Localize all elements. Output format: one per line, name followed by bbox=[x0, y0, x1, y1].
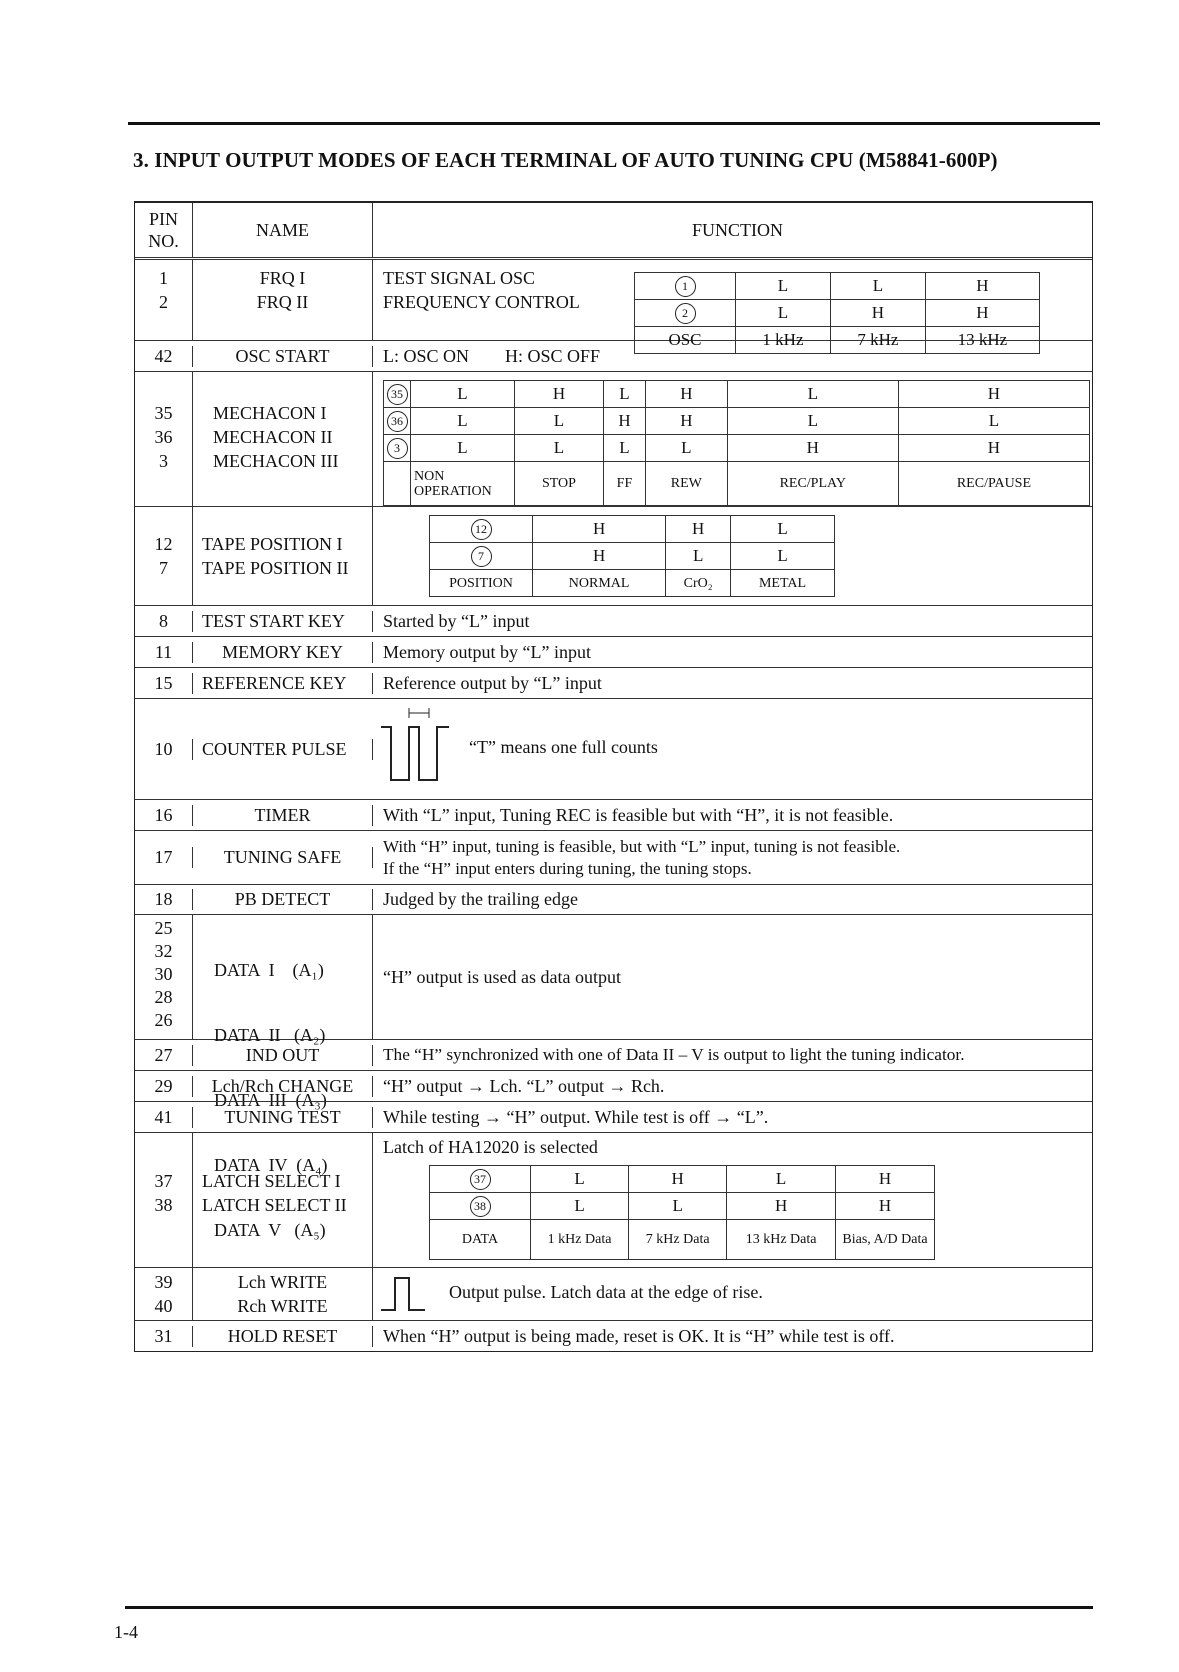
pin-cell bbox=[135, 1268, 193, 1320]
cell: L bbox=[736, 300, 831, 327]
desc-line: Latch of HA12020 is selected bbox=[383, 1137, 598, 1157]
function-cell bbox=[373, 372, 1092, 506]
desc-line: TEST SIGNAL OSC bbox=[383, 268, 536, 288]
fn-text: When “H” output is being made, reset is OK. It is “H” while test is off. bbox=[383, 1325, 895, 1346]
pin-cell bbox=[135, 260, 193, 340]
name-cell bbox=[193, 1133, 373, 1267]
fn-text: “T” means one full counts bbox=[469, 737, 658, 757]
cell: L bbox=[727, 1166, 836, 1193]
cell: NON OPERATION bbox=[411, 462, 515, 506]
cell: L bbox=[531, 1166, 629, 1193]
name: Lch/Rch CHANGE bbox=[193, 1076, 373, 1097]
cell: 7 kHz bbox=[830, 327, 925, 354]
pin: 11 bbox=[135, 642, 193, 663]
pin: 41 bbox=[135, 1107, 193, 1128]
function-cell bbox=[373, 836, 1092, 880]
cell: L bbox=[531, 1193, 629, 1220]
pin: 35 bbox=[154, 403, 173, 423]
cell: NORMAL bbox=[533, 570, 666, 597]
pin: 40 bbox=[154, 1296, 173, 1316]
pin: 42 bbox=[135, 346, 193, 367]
pin-cell bbox=[135, 1133, 193, 1267]
name: MECHACON II bbox=[213, 427, 333, 447]
desc-line: FREQUENCY CONTROL bbox=[383, 292, 580, 312]
pin: 31 bbox=[135, 1326, 193, 1347]
header-pin-line1: PIN bbox=[148, 209, 178, 229]
table-row-tuning-test bbox=[135, 1102, 1092, 1133]
pin-circle: 7 bbox=[471, 546, 492, 567]
name: HOLD RESET bbox=[193, 1326, 373, 1347]
cell: L bbox=[727, 408, 898, 435]
header-pin-line2: NO. bbox=[148, 231, 179, 251]
cell: METAL bbox=[731, 570, 835, 597]
fn-text: H: OSC OFF bbox=[505, 345, 601, 366]
cell: L bbox=[898, 408, 1089, 435]
cell: H bbox=[898, 381, 1089, 408]
name: DATA V (A₅) bbox=[214, 1220, 326, 1240]
pin: 1 bbox=[159, 268, 168, 288]
pin: 16 bbox=[135, 805, 193, 826]
pin-circle: 2 bbox=[675, 303, 696, 324]
cell: H bbox=[646, 408, 728, 435]
table-row-test-start bbox=[135, 606, 1092, 637]
name: TIMER bbox=[193, 805, 373, 826]
pin-circle: 38 bbox=[470, 1196, 491, 1217]
pin-cell bbox=[135, 507, 193, 605]
cell: L bbox=[603, 381, 645, 408]
pin: 36 bbox=[154, 427, 173, 447]
name: REFERENCE KEY bbox=[193, 673, 373, 694]
function-cell bbox=[373, 260, 1092, 349]
cell: REC/PLAY bbox=[727, 462, 898, 506]
name: MECHACON III bbox=[213, 451, 339, 471]
table-row-frq bbox=[135, 260, 1092, 349]
pin: 25 bbox=[154, 918, 173, 938]
function-cell bbox=[373, 1133, 1092, 1267]
name: IND OUT bbox=[193, 1045, 373, 1066]
cell: H bbox=[836, 1166, 935, 1193]
function-cell bbox=[373, 507, 1092, 605]
pin-circle: 35 bbox=[387, 384, 408, 405]
cell: L bbox=[731, 543, 835, 570]
cell: H bbox=[515, 381, 604, 408]
fn-text: Memory output by “L” input bbox=[383, 641, 591, 662]
name: TUNING TEST bbox=[193, 1107, 373, 1128]
page-number: 1-4 bbox=[114, 1622, 138, 1642]
function-cell bbox=[373, 699, 1092, 799]
cell: L bbox=[515, 408, 604, 435]
pin: 27 bbox=[135, 1045, 193, 1066]
cell: L bbox=[731, 516, 835, 543]
cell: L bbox=[666, 543, 731, 570]
name: FRQ II bbox=[256, 292, 309, 312]
mechacon-truth-table bbox=[383, 380, 1090, 506]
pin: 7 bbox=[159, 558, 168, 578]
cell: L bbox=[727, 381, 898, 408]
counter-pulse-waveform-icon bbox=[381, 705, 451, 795]
cell: L bbox=[736, 273, 831, 300]
table-row-reference bbox=[135, 668, 1092, 699]
name: TAPE POSITION II bbox=[202, 558, 349, 578]
name: LATCH SELECT II bbox=[202, 1195, 347, 1215]
fn-text: “H” output → Lch. “L” output → Rch. bbox=[383, 1075, 665, 1096]
table-row-write bbox=[135, 1268, 1092, 1321]
cell: 13 kHz bbox=[925, 327, 1039, 354]
fn-text: While testing → “H” output. While test is off → “L”. bbox=[383, 1106, 769, 1127]
cell: 1 kHz bbox=[736, 327, 831, 354]
pin-circle: 3 bbox=[387, 438, 408, 459]
cell: L bbox=[515, 435, 604, 462]
table-row-tuning-safe bbox=[135, 831, 1092, 885]
name: DATA I (A₁) bbox=[214, 960, 324, 980]
cell: L bbox=[603, 435, 645, 462]
function-cell bbox=[373, 346, 1092, 367]
cell: H bbox=[533, 516, 666, 543]
cell: H bbox=[830, 300, 925, 327]
terminal-table bbox=[134, 201, 1093, 1352]
name: TAPE POSITION I bbox=[202, 534, 343, 554]
cell: H bbox=[646, 381, 728, 408]
table-header bbox=[135, 203, 1092, 260]
cell: H bbox=[836, 1193, 935, 1220]
cell: L bbox=[411, 408, 515, 435]
fn-text: L: OSC ON bbox=[383, 345, 470, 366]
cell: L bbox=[629, 1193, 727, 1220]
fn-text: With “H” input, tuning is feasible, but with “L” input, tuning is not feasible. bbox=[383, 836, 901, 856]
table-row-tape-position bbox=[135, 507, 1092, 606]
cell: H bbox=[533, 543, 666, 570]
cell: H bbox=[629, 1166, 727, 1193]
name: Lch WRITE bbox=[237, 1272, 328, 1292]
pin: 29 bbox=[135, 1076, 193, 1097]
header-name: NAME bbox=[193, 203, 373, 257]
cell: 13 kHz Data bbox=[727, 1220, 836, 1260]
tape-truth-table bbox=[429, 515, 835, 597]
fn-text: With “L” input, Tuning REC is feasible but with “H”, it is not feasible. bbox=[383, 804, 894, 825]
cell: FF bbox=[603, 462, 645, 506]
cell bbox=[384, 462, 411, 506]
table-row-timer bbox=[135, 800, 1092, 831]
page-title: 3. INPUT OUTPUT MODES OF EACH TERMINAL OF AUTO TUNING CPU (M58841-600P) bbox=[133, 148, 998, 172]
cell: H bbox=[603, 408, 645, 435]
pin-cell bbox=[135, 372, 193, 506]
table-row-memory bbox=[135, 637, 1092, 668]
fn-text: Started by “L” input bbox=[383, 610, 530, 631]
table-row-latch-select bbox=[135, 1133, 1092, 1268]
pin: 39 bbox=[154, 1272, 173, 1292]
fn-text: Output pulse. Latch data at the edge of rise. bbox=[449, 1282, 763, 1302]
table-row-hold-reset bbox=[135, 1321, 1092, 1351]
fn-text: Reference output by “L” input bbox=[383, 672, 602, 693]
cell: STOP bbox=[515, 462, 604, 506]
name-cell bbox=[193, 372, 373, 506]
pin: 26 bbox=[154, 1010, 173, 1030]
cell: 7 kHz Data bbox=[629, 1220, 727, 1260]
pin: 3 bbox=[159, 451, 168, 471]
cell: H bbox=[727, 435, 898, 462]
pin: 15 bbox=[135, 673, 193, 694]
pin-circle: 1 bbox=[675, 276, 696, 297]
name: TEST START KEY bbox=[193, 611, 373, 632]
top-rule bbox=[128, 122, 1100, 125]
footer-rule bbox=[125, 1606, 1093, 1609]
pin: 2 bbox=[159, 292, 168, 312]
name-cell bbox=[193, 507, 373, 605]
name: MECHACON I bbox=[213, 403, 327, 423]
fn-text: Judged by the trailing edge bbox=[383, 889, 578, 909]
fn-text: “H” output is used as data output bbox=[383, 966, 621, 987]
name: DATA II (A₂) bbox=[214, 1025, 326, 1045]
table-row-ind-out bbox=[135, 1040, 1092, 1071]
table-row-counter-pulse bbox=[135, 699, 1092, 800]
cell: L bbox=[411, 381, 515, 408]
name: DATA III (A₃) bbox=[214, 1090, 327, 1110]
table-row-lch-rch bbox=[135, 1071, 1092, 1102]
table-row-osc bbox=[135, 341, 1092, 372]
cell: POSITION bbox=[430, 570, 533, 597]
name: PB DETECT bbox=[193, 889, 373, 910]
cell: DATA bbox=[430, 1220, 531, 1260]
latch-truth-table bbox=[429, 1165, 935, 1260]
cell: H bbox=[727, 1193, 836, 1220]
pin: 18 bbox=[135, 889, 193, 910]
pin: 28 bbox=[154, 987, 173, 1007]
fn-text: If the “H” input enters during tuning, the tuning stops. bbox=[383, 858, 752, 878]
cell: L bbox=[830, 273, 925, 300]
cell: H bbox=[925, 273, 1039, 300]
function-cell bbox=[373, 1268, 1092, 1320]
pin: 32 bbox=[154, 941, 173, 961]
pin: 37 bbox=[154, 1171, 173, 1191]
pin: 38 bbox=[154, 1195, 173, 1215]
pin-circle: 37 bbox=[470, 1169, 491, 1190]
cell: L bbox=[411, 435, 515, 462]
name-cell bbox=[193, 260, 373, 340]
pin: 10 bbox=[135, 739, 193, 760]
name: TUNING SAFE bbox=[193, 847, 373, 868]
write-pulse-waveform-icon bbox=[381, 1272, 431, 1316]
name: OSC START bbox=[193, 346, 373, 367]
cell: CrO₂ bbox=[666, 570, 731, 597]
cell: REC/PAUSE bbox=[898, 462, 1089, 506]
name: Rch WRITE bbox=[237, 1296, 328, 1316]
pin-circle: 12 bbox=[471, 519, 492, 540]
name: MEMORY KEY bbox=[193, 642, 373, 663]
cell: REW bbox=[646, 462, 728, 506]
name: FRQ I bbox=[259, 268, 306, 288]
pin: 12 bbox=[154, 534, 173, 554]
header-pin bbox=[135, 203, 193, 257]
pin-circle: 36 bbox=[387, 411, 408, 432]
cell: OSC bbox=[635, 327, 736, 354]
name: LATCH SELECT I bbox=[202, 1171, 341, 1191]
cell: L bbox=[646, 435, 728, 462]
table-row-pb-detect bbox=[135, 885, 1092, 915]
table-row-mechacon bbox=[135, 372, 1092, 507]
cell: H bbox=[925, 300, 1039, 327]
name: COUNTER PULSE bbox=[193, 739, 373, 760]
pin: 30 bbox=[154, 964, 173, 984]
pin: 8 bbox=[135, 611, 193, 632]
cell: H bbox=[666, 516, 731, 543]
header-function: FUNCTION bbox=[691, 219, 783, 240]
name-cell bbox=[193, 1268, 373, 1320]
fn-text: The “H” synchronized with one of Data II – V is output to light the tuning indicator. bbox=[383, 1045, 965, 1064]
cell: Bias, A/D Data bbox=[836, 1220, 935, 1260]
pin: 17 bbox=[135, 847, 193, 868]
name: DATA IV (A₄) bbox=[214, 1155, 328, 1175]
cell: 1 kHz Data bbox=[531, 1220, 629, 1260]
pin-cell bbox=[135, 915, 193, 1039]
cell: H bbox=[898, 435, 1089, 462]
